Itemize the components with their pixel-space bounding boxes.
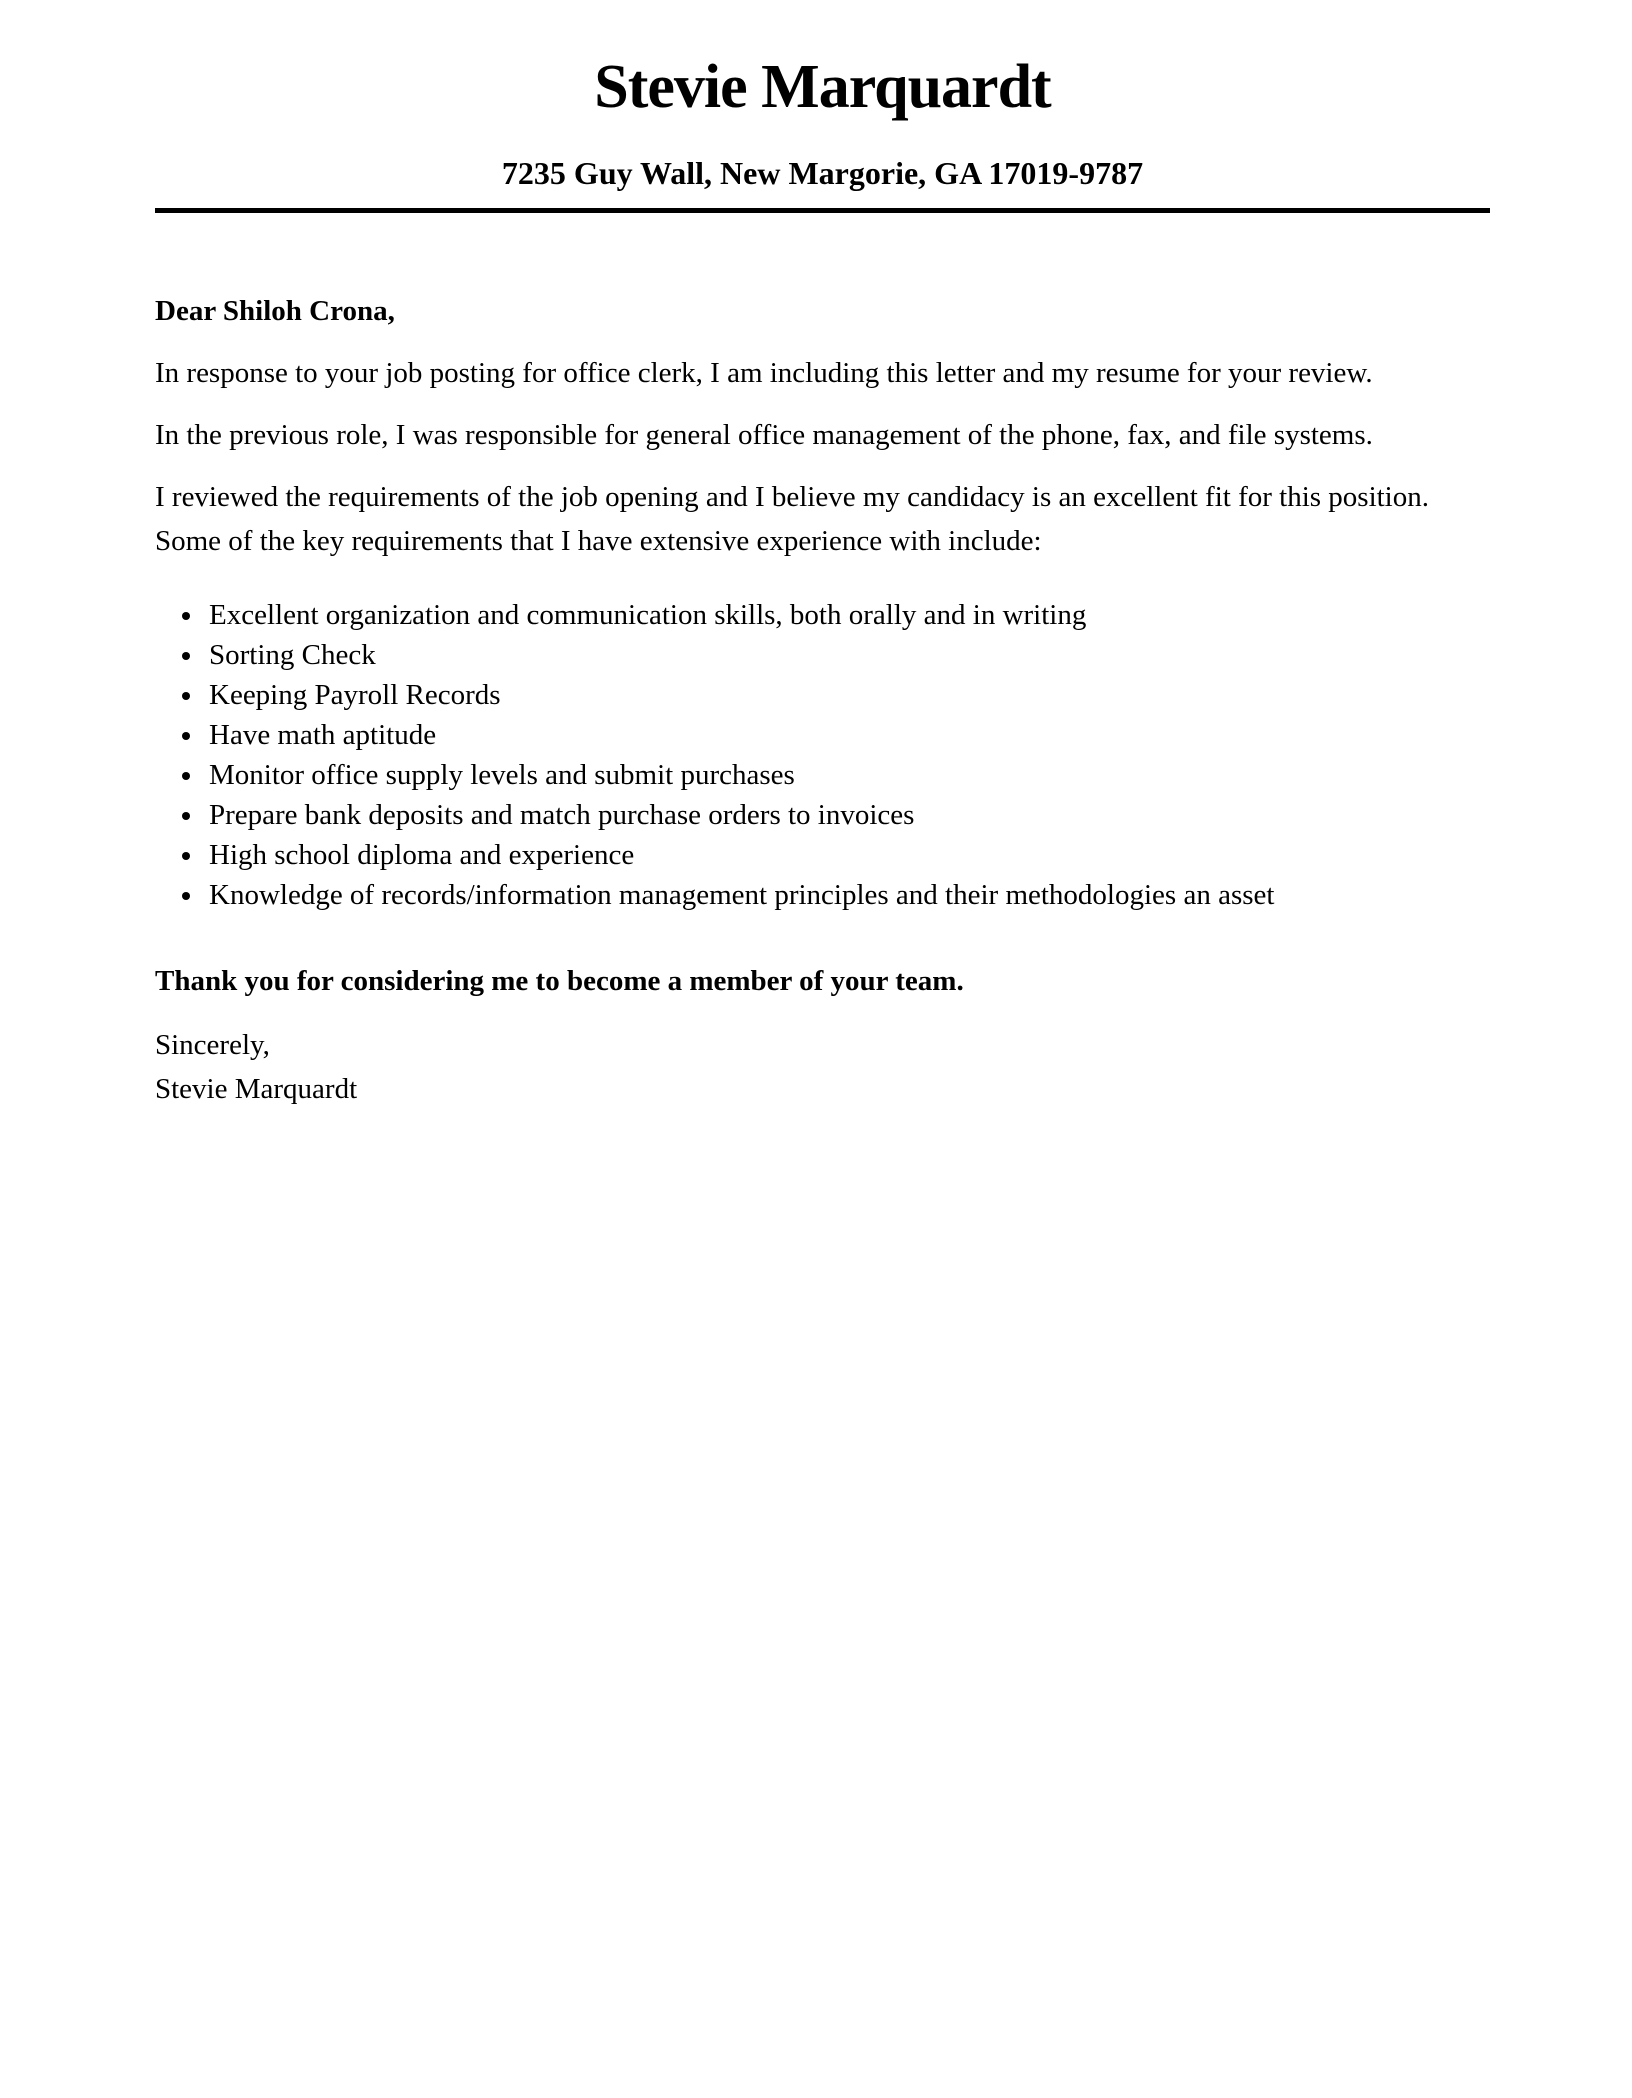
thank-you-line: Thank you for considering me to become a member of your team. [155,965,964,997]
requirement-item: • High school diploma and experience [205,835,1490,875]
requirement-item: • Knowledge of records/information management principles and their methodologies an asset [205,875,1490,915]
closing-word: Sincerely, [155,1029,270,1061]
applicant-address: 7235 Guy Wall, New Margorie, GA 17019-9787 [501,155,1144,191]
requirements-list [155,595,1490,915]
divider-rule [155,208,1490,213]
salutation: Dear Shiloh Crona, [155,295,395,327]
body-paragraph: I reviewed the requirements of the job opening and I believe my candidacy is an excellent fit for this position. Some of the key requirements that I have extensive experience with include: [155,481,1429,557]
requirement-item: • Have math aptitude [205,715,1490,755]
body-paragraph: In the previous role, I was responsible for general office management of the phone, fax, and file systems. [155,419,1373,451]
body-paragraph: In response to your job posting for office clerk, I am including this letter and my resume for your review. [155,357,1373,389]
requirement-item: • Monitor office supply levels and submit purchases [205,755,1490,795]
requirement-item: • Sorting Check [205,635,1490,675]
signature-name: Stevie Marquardt [155,1073,358,1105]
requirement-item: • Prepare bank deposits and match purchase orders to invoices [205,795,1490,835]
requirement-item: • Excellent organization and communication skills, both orally and in writing [205,595,1490,635]
body-paragraphs [155,351,1490,563]
requirement-item: • Keeping Payroll Records [205,675,1490,715]
letterhead [155,50,1490,213]
applicant-name: Stevie Marquardt [594,53,1051,121]
closing-block [155,1023,1490,1111]
letter-body [155,289,1490,1111]
